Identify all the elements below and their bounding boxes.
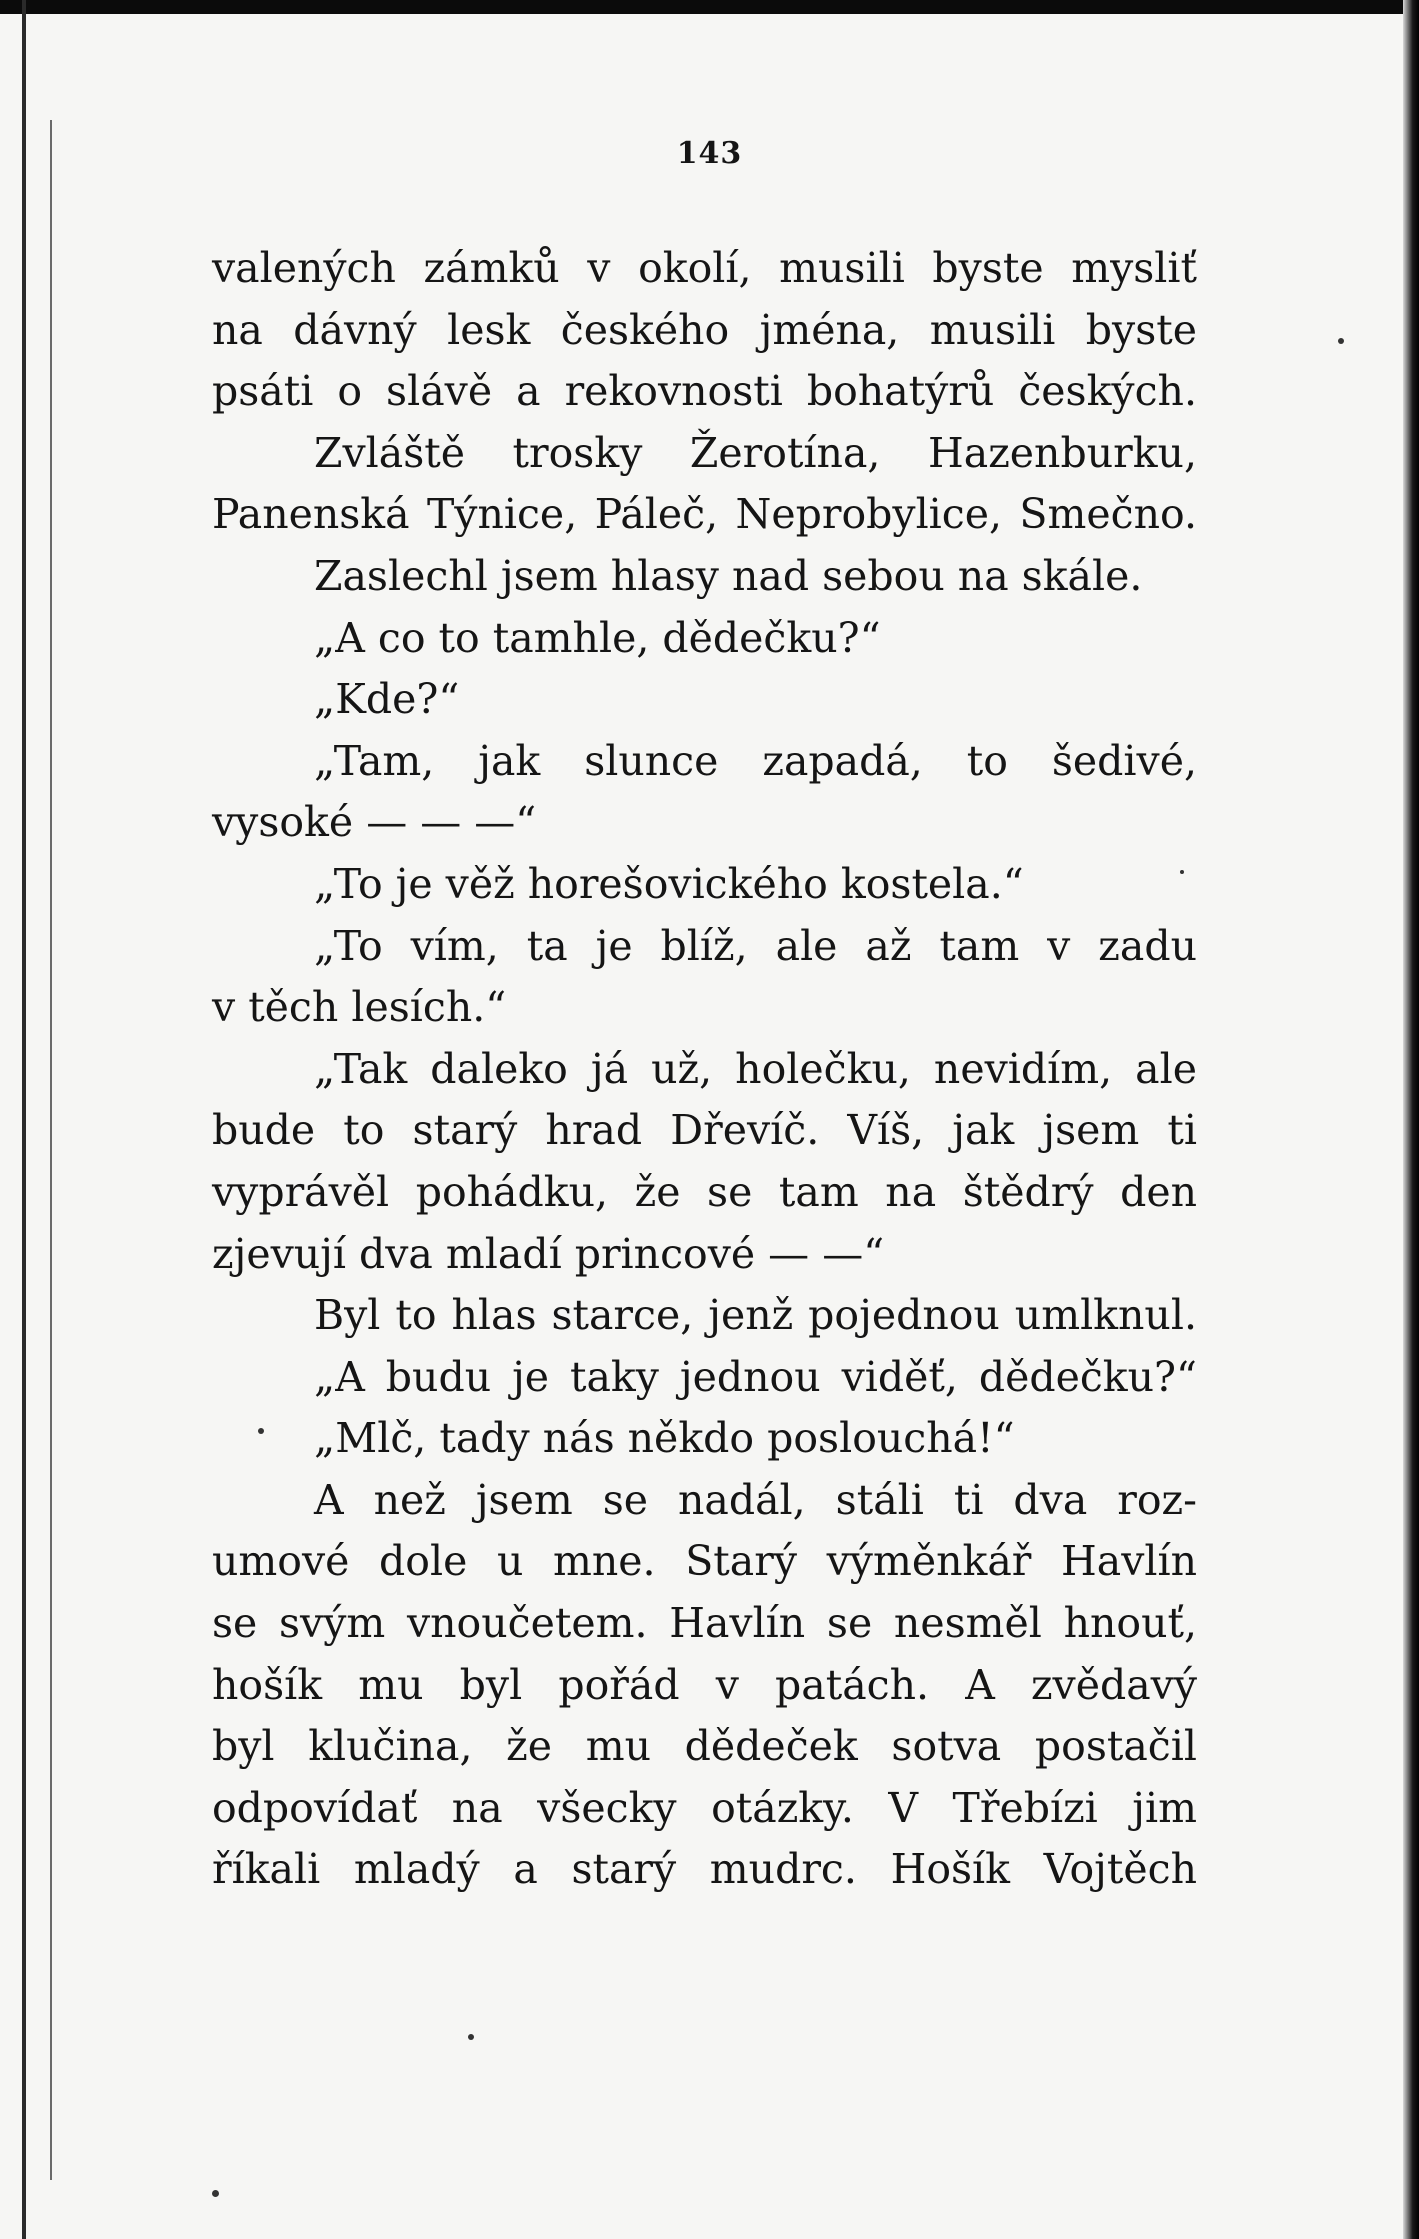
- page-number: 143: [676, 136, 743, 171]
- text-line: říkali mladý a starý mudrc. Hošík Vojtěch: [212, 1845, 1197, 1894]
- body-text: [212, 238, 1197, 1901]
- scan-spine-line: [22, 0, 26, 2239]
- scan-speck: [1338, 338, 1344, 344]
- scan-speck: [212, 2190, 219, 2197]
- text-line: Panenská Týnice, Páleč, Neprobylice, Smečno.: [212, 490, 1197, 539]
- text-line: „A budu je taky jednou viděť, dědečku?“: [314, 1352, 1197, 1401]
- text-line: „To vím, ta je blíž, ale až tam v zadu: [314, 921, 1197, 970]
- scan-border-right: [1403, 0, 1419, 2239]
- text-line: byl klučina, že mu dědeček sotva postačil: [212, 1722, 1197, 1771]
- text-line: se svým vnoučetem. Havlín se nesměl hnouť,: [212, 1599, 1197, 1648]
- text-line: na dávný lesk českého jména, musili byste: [212, 305, 1197, 354]
- text-line: hošík mu byl pořád v patách. A zvědavý: [212, 1660, 1197, 1709]
- text-line: „Kde?“: [314, 675, 460, 724]
- text-line: zjevují dva mladí princové — —“: [212, 1229, 885, 1278]
- text-line: v těch lesích.“: [212, 983, 507, 1032]
- text-line: „Mlč, tady nás někdo poslouchá!“: [314, 1414, 1015, 1463]
- text-line: vyprávěl pohádku, že se tam na štědrý den: [212, 1167, 1197, 1216]
- text-line: A než jsem se nadál, stáli ti dva roz-: [314, 1475, 1197, 1524]
- text-line: psáti o slávě a rekovnosti bohatýrů českých.: [212, 367, 1197, 416]
- scan-spine-shadow: [50, 120, 52, 2180]
- scan-border-top: [0, 0, 1419, 14]
- text-line: Zvláště trosky Žerotína, Hazenburku,: [314, 428, 1197, 477]
- scan-speck: [468, 2034, 474, 2040]
- text-line: „Tak daleko já už, holečku, nevidím, ale: [314, 1044, 1197, 1093]
- text-line: umové dole u mne. Starý výměnkář Havlín: [212, 1537, 1197, 1586]
- text-line: Zaslechl jsem hlasy nad sebou na skále.: [314, 551, 1143, 600]
- text-line: „To je věž horešovického kostela.“: [314, 859, 1024, 908]
- text-line: „Tam, jak slunce zapadá, to šedivé,: [314, 736, 1197, 785]
- text-line: vysoké — — —“: [212, 798, 537, 847]
- text-line: Byl to hlas starce, jenž pojednou umlknul.: [314, 1291, 1197, 1340]
- text-line: „A co to tamhle, dědečku?“: [314, 613, 881, 662]
- text-line: odpovídať na všecky otázky. V Třebízi jim: [212, 1783, 1197, 1832]
- text-line: valených zámků v okolí, musili byste mysliť: [212, 244, 1197, 292]
- text-line: bude to starý hrad Dřevíč. Víš, jak jsem ti: [212, 1106, 1197, 1155]
